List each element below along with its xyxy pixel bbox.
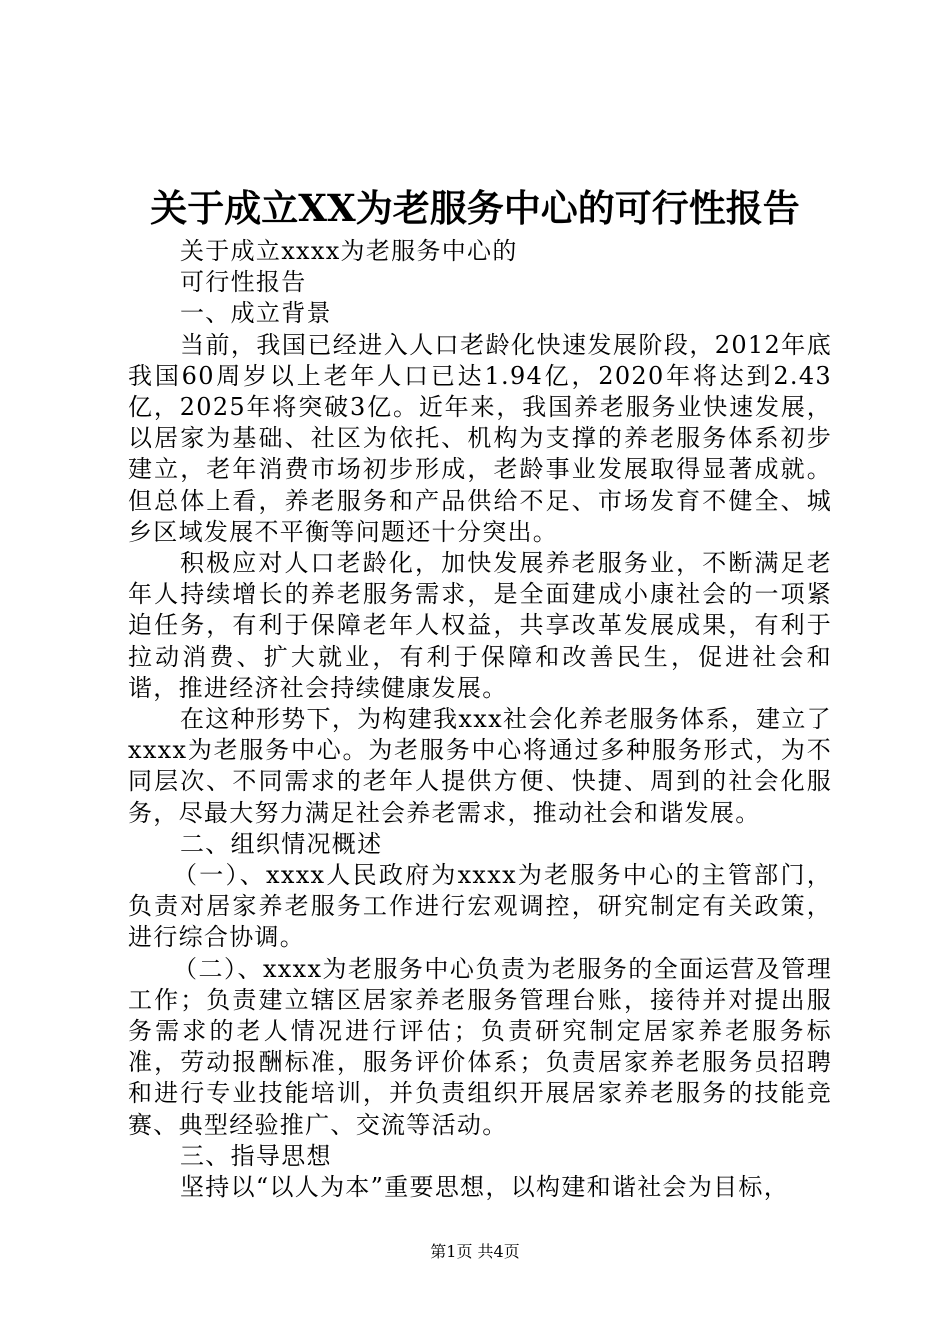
paragraph-organization-1: （一）、xxxx人民政府为xxxx为老服务中心的主管部门，负责对居家养老服务工作进行宏观调控，研究制定有关政策，进行综合协调。 [128,861,832,952]
subtitle-line-1: 关于成立xxxx为老服务中心的 [180,237,518,265]
document-title: 关于成立XX为老服务中心的可行性报告 [150,186,800,230]
paragraph-background-1: 当前，我国已经进入人口老龄化快速发展阶段，2012年底我国60周岁以上老年人口已达1.94亿，2020年将达到2.43亿，2025年将突破3亿。近年来，我国养老服务业快速发展，以居家为基础、社区为依托、机构为支撑的养老服务体系初步建立，老年消费市场初步形成，老龄事业发展取得显著成就。但总体上看，养老服务和产品供给不足、市场发育不健全、城乡区域发展不平衡等问题还十分突出。 [128,330,832,546]
paragraph-background-3: 在这种形势下，为构建我xxx社会化养老服务体系，建立了xxxx为老服务中心。为老服务中心将通过多种服务形式，为不同层次、不同需求的老年人提供方便、快捷、周到的社会化服务，尽最大努力满足社会养老需求，推动社会和谐发展。 [128,705,832,827]
section-heading-background: 一、成立背景 [180,299,332,328]
paragraph-guiding-ideology-1: 坚持以“以人为本”重要思想，以构建和谐社会为目标， [180,1173,790,1202]
subtitle-line-2: 可行性报告 [180,268,307,297]
section-heading-organization: 二、组织情况概述 [180,829,383,858]
paragraph-organization-2: （二）、xxxx为老服务中心负责为老服务的全面运营及管理工作；负责建立辖区居家养老服务管理台账，接待并对提出服务需求的老人情况进行评估；负责研究制定居家养老服务标准，劳动报酬标准，服务评价体系；负责居家养老服务员招聘和进行专业技能培训，并负责组织开展居家养老服务的技能竞赛、典型经验推广、交流等活动。 [128,954,832,1139]
page-number-footer: 第1页 共4页 [430,1242,520,1261]
paragraph-background-2: 积极应对人口老龄化，加快发展养老服务业，不断满足老年人持续增长的养老服务需求，是全面建成小康社会的一项紧迫任务，有利于保障老年人权益，共享改革发展成果，有利于拉动消费、扩大就业，有利于保障和改善民生，促进社会和谐，推进经济社会持续健康发展。 [128,549,832,702]
section-heading-guiding-ideology: 三、指导思想 [180,1141,332,1170]
document-body [128,236,832,1203]
